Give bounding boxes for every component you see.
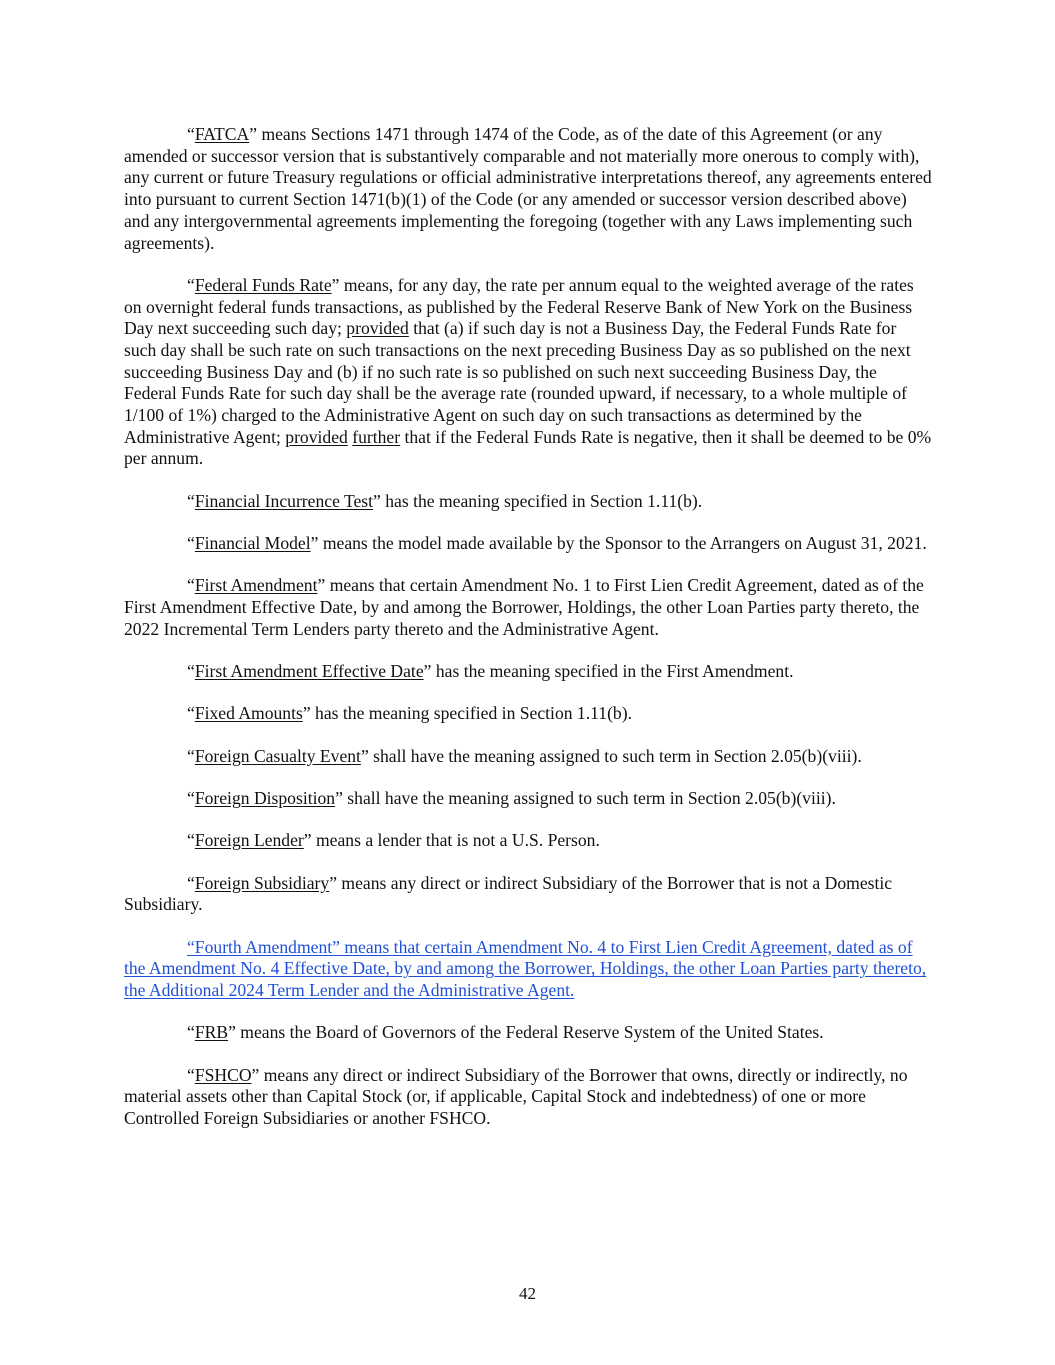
emphasis-provided: provided	[285, 426, 348, 447]
definition-text: that if the Federal Funds Rate is negative, then it shall be deemed to be 0% per annum.	[124, 426, 932, 469]
definition-first-amendment-effective-date: “First Amendment Effective Date” has the meaning specified in the First Amendment.	[187, 661, 794, 682]
definitions-section	[124, 124, 932, 1150]
definition-text: ” means any direct or indirect Subsidiary of the Borrower that is not a Domestic Subsidiary.	[124, 872, 893, 915]
defined-term: Foreign Casualty Event	[194, 745, 361, 766]
definition-text: ” means, for any day, the rate per annum equal to the weighted average of the rates on overnight federal funds transactions, as published by the Federal Reserve Bank of New York on the Business Day next succeeding such day;	[124, 274, 914, 339]
defined-term: Federal Funds Rate	[194, 274, 332, 295]
definition-foreign-lender: “Foreign Lender” means a lender that is not a U.S. Person.	[187, 830, 600, 851]
definition-text: ” means any direct or indirect Subsidiary of the Borrower that owns, directly or indirectly, no material assets other than Capital Stock (or, if applicable, Capital Stock and indebtedness) of one or more Controlled Foreign Subsidiaries or another FSHCO.	[124, 1064, 908, 1128]
defined-term: Foreign Lender	[194, 830, 304, 851]
defined-term: FRB	[194, 1022, 229, 1043]
defined-term: Foreign Disposition	[194, 787, 336, 808]
definition-federal-funds-rate: “Federal Funds Rate” means, for any day, the rate per annum equal to the weighted average of the rates on overnight federal funds transactions, as published by the Federal Reserve Bank of New York on the Business Day next succeeding such day; provided that (a) if such day is not a Business Day, the Federal Funds Rate for such day shall be such rate on such transactions on the next preceding Business Day as so published on the next succeeding Business Day and (b) if no such rate is so published on such next succeeding Business Day, the Federal Funds Rate for such day shall be the average rate (rounded upward, if necessary, to a whole multiple of 1/100 of 1%) charged to the Administrative Agent on such day on such transactions as determined by the Administrative Agent; provided further that if the Federal Funds Rate is negative, then it shall be deemed to be 0% per annum.	[124, 274, 932, 469]
emphasis-further: further	[352, 426, 401, 447]
definition-fourth-amendment-inserted: “Fourth Amendment” means that certain Amendment No. 4 to First Lien Credit Agreement, dated as of the Amendment No. 4 Effective Date, by and among the Borrower, Holdings, the other Loan Parties party thereto, the Additional 2024 Term Lender and the Administrative Agent.	[124, 936, 927, 1000]
definition-text: ” shall have the meaning assigned to such term in Section 2.05(b)(viii).	[360, 745, 862, 766]
defined-term: Financial Model	[194, 533, 311, 554]
definition-text: ” has the meaning specified in the First Amendment.	[423, 661, 794, 682]
defined-term: First Amendment	[194, 575, 318, 596]
definition-text: ” shall have the meaning assigned to such term in Section 2.05(b)(viii).	[335, 787, 836, 808]
defined-term: Foreign Subsidiary	[194, 872, 330, 893]
definition-frb: “FRB” means the Board of Governors of the Federal Reserve System of the United States.	[187, 1022, 824, 1043]
definition-financial-model: “Financial Model” means the model made available by the Sponsor to the Arrangers on August 31, 2021.	[187, 533, 927, 554]
definition-fshco: “FSHCO” means any direct or indirect Subsidiary of the Borrower that owns, directly or indirectly, no material assets other than Capital Stock (or, if applicable, Capital Stock and indebtedness) of one or more Controlled Foreign Subsidiaries or another FSHCO.	[124, 1064, 908, 1128]
definition-text: ” means that certain Amendment No. 1 to First Lien Credit Agreement, dated as of the First Amendment Effective Date, by and among the Borrower, Holdings, the other Loan Parties party thereto, the 2022 Incremental Term Lenders party thereto and the Administrative Agent.	[124, 575, 924, 639]
definition-fixed-amounts: “Fixed Amounts” has the meaning specified in Section 1.11(b).	[187, 703, 632, 724]
definition-text: ” means the Board of Governors of the Federal Reserve System of the United States.	[228, 1022, 824, 1043]
defined-term: Financial Incurrence Test	[194, 490, 374, 511]
definition-text: that (a) if such day is not a Business Day, the Federal Funds Rate for such day shall be such rate on such transactions on the next preceding Business Day as so published on the next succeeding Business Day and (b) if no such rate is so published on such next succeeding Business Day, the Federal Funds Rate for such day shall be the average rate (rounded upward, if necessary, to a whole multiple of 1/100 of 1%) charged to the Administrative Agent on such day on such transactions as determined by the Administrative Agent;	[124, 318, 911, 447]
definition-financial-incurrence-test: “Financial Incurrence Test” has the meaning specified in Section 1.11(b).	[187, 490, 703, 511]
definition-foreign-disposition: “Foreign Disposition” shall have the meaning assigned to such term in Section 2.05(b)(viii).	[187, 787, 836, 808]
defined-term: FSHCO	[194, 1064, 252, 1085]
definition-text: ” has the meaning specified in Section 1.11(b).	[373, 490, 703, 511]
defined-term: Fixed Amounts	[194, 703, 303, 724]
definition-text: ” has the meaning specified in Section 1.11(b).	[302, 703, 632, 724]
page-number: 42	[519, 1284, 536, 1303]
definition-text: ” means the model made available by the Sponsor to the Arrangers on August 31, 2021.	[310, 533, 927, 554]
definition-text: ” means Sections 1471 through 1474 of the Code, as of the date of this Agreement (or any amended or successor version that is substantively comparable and not materially more onerous to comply with), any current or future Treasury regulations or official administrative interpretations thereof, any agreements entered into pursuant to current Section 1471(b)(1) of the Code (or any amended or successor version described above) and any intergovernmental agreements implementing the foregoing (together with any Laws implementing such agreements).	[124, 124, 932, 253]
defined-term: First Amendment Effective Date	[194, 661, 424, 682]
definition-fatca: “FATCA” means Sections 1471 through 1474 of the Code, as of the date of this Agreement (or any amended or successor version that is substantively comparable and not materially more onerous to comply with), any current or future Treasury regulations or official administrative interpretations thereof, any agreements entered into pursuant to current Section 1471(b)(1) of the Code (or any amended or successor version described above) and any intergovernmental agreements implementing the foregoing (together with any Laws implementing such agreements).	[124, 124, 932, 253]
definition-foreign-subsidiary: “Foreign Subsidiary” means any direct or indirect Subsidiary of the Borrower that is not a Domestic Subsidiary.	[124, 872, 893, 915]
definition-foreign-casualty-event: “Foreign Casualty Event” shall have the meaning assigned to such term in Section 2.05(b)(viii).	[187, 745, 862, 766]
definition-first-amendment: “First Amendment” means that certain Amendment No. 1 to First Lien Credit Agreement, dated as of the First Amendment Effective Date, by and among the Borrower, Holdings, the other Loan Parties party thereto, the 2022 Incremental Term Lenders party thereto and the Administrative Agent.	[124, 575, 924, 639]
defined-term: FATCA	[194, 124, 250, 144]
emphasis-provided: provided	[346, 318, 409, 339]
definition-text: ” means a lender that is not a U.S. Person.	[303, 830, 600, 851]
